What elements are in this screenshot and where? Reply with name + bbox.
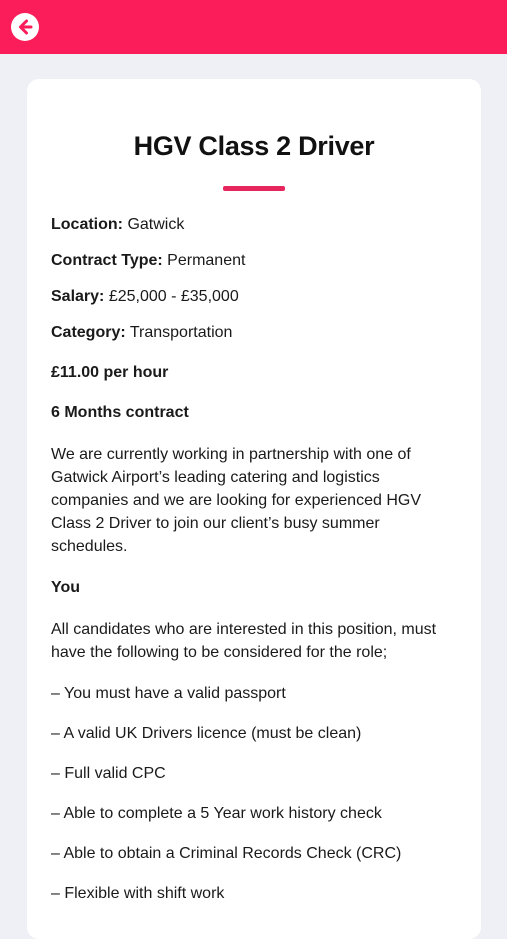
location-label: Location: — [51, 216, 123, 233]
job-intro: We are currently working in partnership with one of Gatwick Airport’s leading catering and logistics companies and we are looking for experienced HGV Class 2 Driver to join our client’s busy summer schedules. — [51, 446, 421, 555]
requirement-item: – A valid UK Drivers licence (must be clean) — [51, 725, 362, 742]
category-label: Category: — [51, 324, 126, 341]
location-line — [51, 215, 457, 235]
salary-label: Salary: — [51, 288, 105, 305]
top-app-bar — [0, 0, 507, 54]
hourly-rate: £11.00 per hour — [51, 364, 169, 381]
contract-type-value: Permanent — [167, 252, 246, 269]
you-heading: You — [51, 579, 81, 596]
candidates-text: All candidates who are interested in this position, must have the following to be considered for the role; — [51, 621, 437, 661]
category-value: Transportation — [129, 324, 233, 341]
contract-type-label: Contract Type: — [51, 252, 163, 269]
job-title: HGV Class 2 Driver — [133, 131, 375, 161]
back-button[interactable] — [11, 13, 39, 41]
location-value: Gatwick — [127, 216, 185, 233]
title-underline — [223, 186, 285, 191]
requirement-item: – You must have a valid passport — [51, 685, 286, 702]
salary-value: £25,000 - £35,000 — [108, 288, 239, 305]
requirement-item: – Able to obtain a Criminal Records Check (CRC) — [51, 845, 402, 862]
requirement-item: – Flexible with shift work — [51, 885, 225, 902]
requirement-item: – Full valid CPC — [51, 765, 166, 782]
contract-type-line — [51, 251, 457, 271]
contract-duration: 6 Months contract — [51, 404, 189, 421]
category-line — [51, 323, 457, 343]
requirement-item: – Able to complete a 5 Year work history check — [51, 805, 382, 822]
arrow-left-circle-icon — [11, 13, 39, 41]
salary-line — [51, 287, 457, 307]
job-detail-card — [27, 79, 481, 939]
